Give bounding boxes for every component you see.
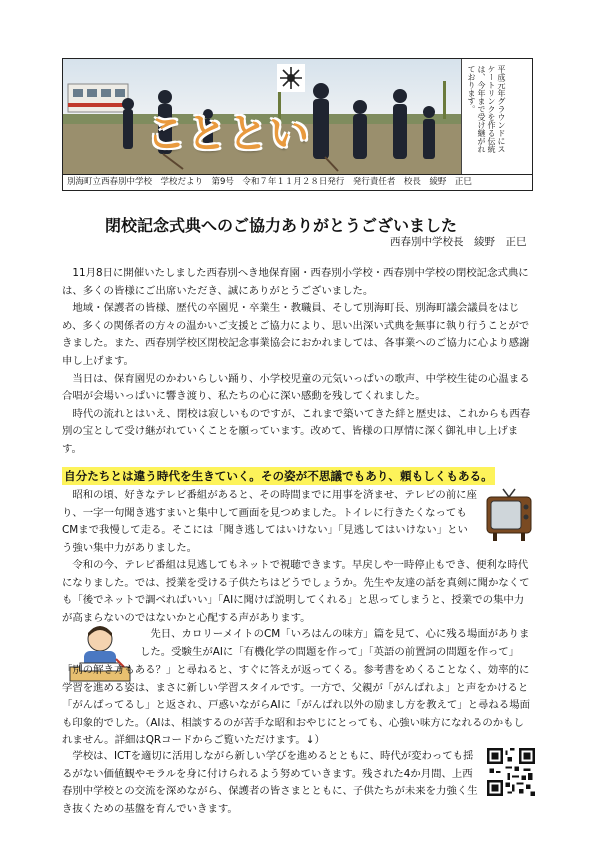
paragraph-reiwa: 令和の今、テレビ番組は見逃してもネットで視聴できます。早戻しや一時停止もでき、便利な時代になりました。では、授業を受ける子供たちはどうでしょうか。先生や友達の話を真剣に聞かなくても「後でネットで調べればいい」「AIに聞けば説明してくれる」と思ってしまうと、授業での集中力が高まらないのではないかと心配する声があります。 bbox=[62, 559, 530, 624]
newsletter-title: こととい bbox=[146, 111, 310, 157]
section-headline: 自分たちとは違う時代を生きていく。その姿が不思議でもあり、頼もしくもある。 bbox=[64, 469, 493, 483]
issue-meta-line: 別海町立西春別中学校 学校だより 第9号 令和７年１１月２８日発行 発行責任者 校長 綾野 正巳 bbox=[62, 175, 533, 191]
school-emblem-icon bbox=[277, 64, 305, 92]
paragraph-closing: 学校は、ICTを適切に活用しながら新しい学びを進めるとともに、時代が変わっても揺るがない価値観やモラルを身に付けられるよう努めていきます。残された4か月間、上西春別中学校との交流を深めながら、保護者の皆さまとともに、子供たちが未来を力強く生き抜くための基盤を育んでいきます。 bbox=[62, 750, 478, 815]
paragraph-cm: 先日、カロリーメイトのCM「いろはんの味方」篇を見て、心に残る場面がありました。受験生がAIに「有機化学の問題を作って」「英語の前置詞の問題を作って」 bbox=[140, 628, 530, 658]
retro-tv-icon bbox=[485, 487, 533, 543]
qr-code-icon[interactable] bbox=[487, 748, 535, 796]
side-note-text: 平成元年グラウンドにスケートリンクを作る伝統は、今年まで受け継がれております。 bbox=[467, 65, 506, 153]
article-title: 閉校記念式典へのご協力ありがとうございました bbox=[105, 216, 458, 235]
article-body: 11月8日に開催いたしました西春別へき地保育園・西春別小学校・西春別中学校の閉校記念式典には、多くの皆様にご出席いただき、誠にありがとうございました。 地域・保護者の皆様、歴代の卒園児・卒業生・教職員、そして別海町長、別海町議会議員をはじめ、多くの関係者の方々の温かいご支援とご協力により、思い出深い式典を無事に執り行うことができました。また、西春別学校区閉校記念事業協会におかれましては、各事業へのご協力に心より感謝申し上げます。 当日は、保育園児のかわいらしい踊り、小学校児童の元気いっぱいの歌声、中学校生徒の心温まる合唱が会場いっぱいに響き渡り、私たちの心に深い感動を残してくれました。 時代の流れとはいえ、閉校は寂しいものですが、これまで築いてきた絆と歴史は、これからも西春別の宝として受け継がれていくことを願っています。改めて、皆様の口厚情に深く御礼申し上げます。 bbox=[62, 267, 531, 455]
paragraph-ai: 「別の解き方もある？」と尋ねると、すぐに答えが返ってくる。参考書をめくることなく、効率的に学習を進める姿は、まさに新しい学習スタイルです。一方で、父親が「がんばれよ」と声をかけると「がんばってるし」と返され、戸惑いながらAIに「がんばれ以外の励まし方を教えて」と尋ねる場面も印象的でした。（AIは、相談するのが苦手な昭和おやじにとっても、心強い味方になれるのかもしれません。詳細はQRコードからご覧いただけます。↓） bbox=[62, 664, 530, 747]
paragraph-showa: 昭和の頃、好きなテレビ番組があると、その時間までに用事を済ませ、テレビの前に座り、一字一句聞き逃すまいと集中して画面を見つめました。トイレに行きたくなってもCMまで我慢して走る。そこには「聞き逃してはいけない」「見逃してはいけない」という強い集中力がありました。 bbox=[62, 489, 477, 554]
side-note bbox=[461, 59, 532, 175]
article-byline: 西春別中学校長 綾野 正巳 bbox=[390, 236, 527, 248]
